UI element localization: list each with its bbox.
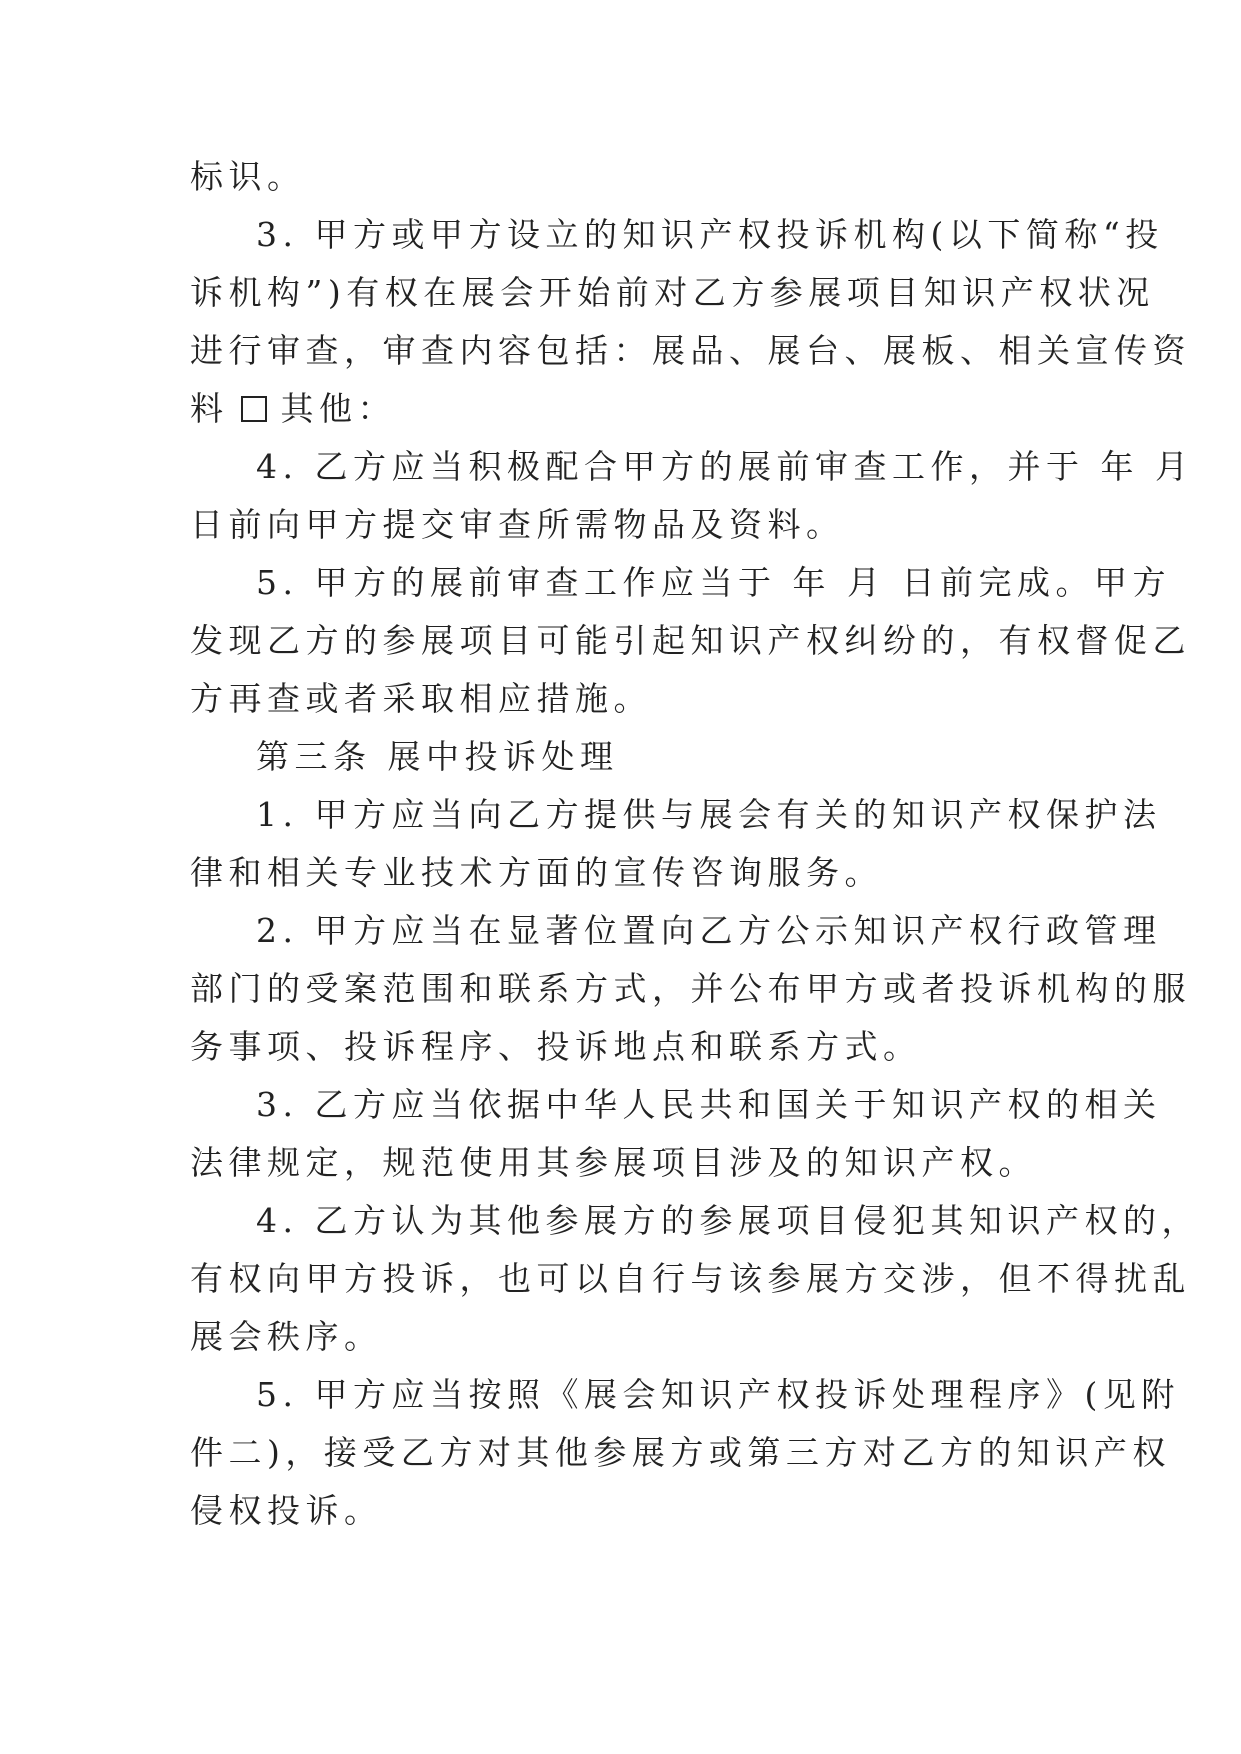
- document-body: [190, 148, 1200, 1540]
- text-line: 法律规定，规范使用其参展项目涉及的知识产权。: [190, 1143, 1037, 1182]
- text-line: 5. 甲方的展前审查工作应当于 年 月 日前完成。甲方: [256, 563, 1171, 602]
- text-line: 方再查或者采取相应措施。: [190, 679, 652, 718]
- text-line: 展会秩序。: [190, 1317, 383, 1356]
- text-line: 2. 甲方应当在显著位置向乙方公示知识产权行政管理: [256, 911, 1162, 950]
- text-line: 部门的受案范围和联系方式，并公布甲方或者投诉机构的服: [190, 969, 1191, 1008]
- text-line: 律和相关专业技术方面的宣传咨询服务。: [190, 853, 883, 892]
- text-line: 件二)，接受乙方对其他参展方或第三方对乙方的知识产权: [190, 1433, 1171, 1472]
- text-line: 3. 乙方应当依据中华人民共和国关于知识产权的相关: [256, 1085, 1162, 1124]
- text-line-with-checkbox: [190, 380, 1050, 438]
- text-line: 日前向甲方提交审查所需物品及资料。: [190, 505, 845, 544]
- text-line: 4. 乙方应当积极配合甲方的展前审查工作，并于 年 月: [256, 447, 1194, 486]
- text-line: 务事项、投诉程序、投诉地点和联系方式。: [190, 1027, 922, 1066]
- text-line: 有权向甲方投诉，也可以自行与该参展方交涉，但不得扰乱: [190, 1259, 1191, 1298]
- text-fragment: 其他：: [280, 389, 396, 428]
- text-line: 侵权投诉。: [190, 1491, 383, 1530]
- text-line: 3. 甲方或甲方设立的知识产权投诉机构(以下简称“投: [256, 215, 1164, 254]
- text-line: 标识。: [190, 157, 306, 196]
- checkbox-icon[interactable]: [241, 396, 267, 422]
- text-line: 1. 甲方应当向乙方提供与展会有关的知识产权保护法: [256, 795, 1162, 834]
- text-line: 进行审查，审查内容包括：展品、展台、展板、相关宣传资: [190, 331, 1191, 370]
- text-line: 5. 甲方应当按照《展会知识产权投诉处理程序》(见附: [256, 1375, 1180, 1414]
- section-heading: 第三条 展中投诉处理: [256, 737, 619, 776]
- text-line: 4. 乙方认为其他参展方的参展项目侵犯其知识产权的，: [256, 1201, 1200, 1240]
- text-fragment: 料: [190, 389, 229, 428]
- text-line: 发现乙方的参展项目可能引起知识产权纠纷的，有权督促乙: [190, 621, 1191, 660]
- text-line: 诉机构”)有权在展会开始前对乙方参展项目知识产权状况: [190, 273, 1155, 312]
